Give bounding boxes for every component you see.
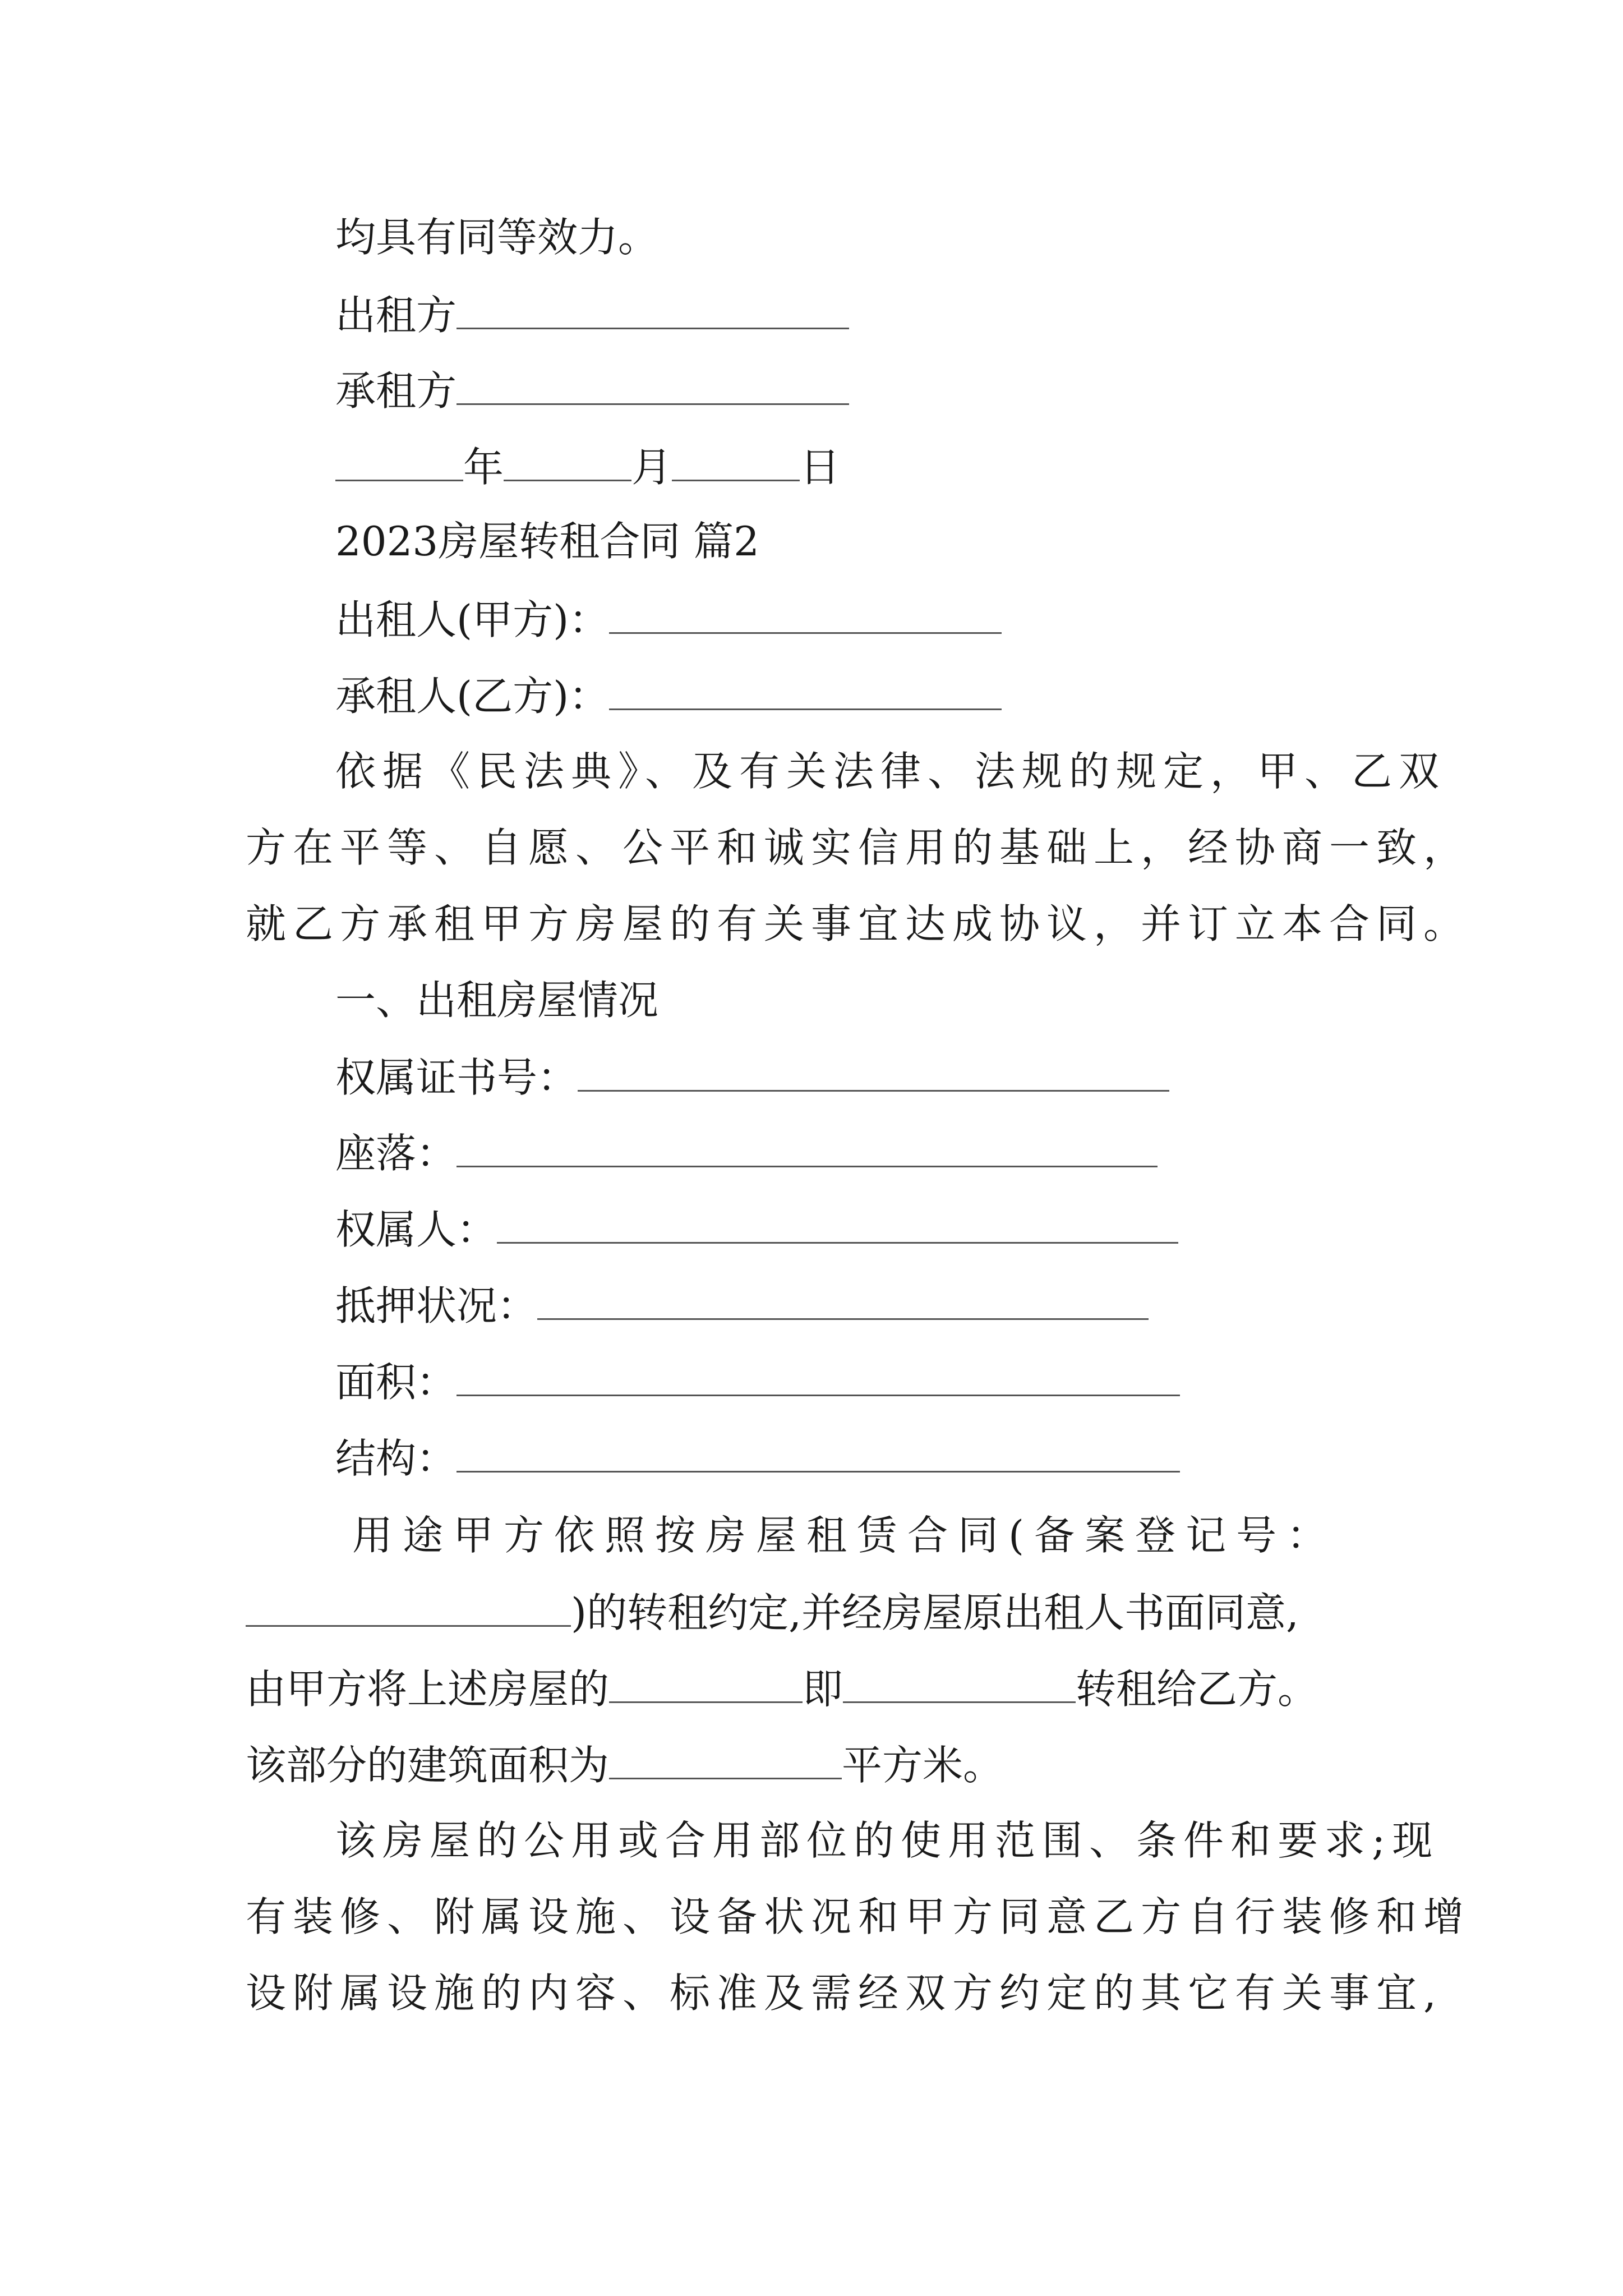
party-b-blank[interactable] [609,667,1002,710]
portion-blank[interactable] [609,1660,803,1703]
party-b-line [335,667,1002,724]
paragraph-line: 就乙方承租甲方房屋的有关事宜达成协议，并订立本合同。 [246,900,1471,947]
location-blank[interactable] [457,1124,1158,1167]
paragraph-line: 方在平等、自愿、公平和诚实信用的基础上，经协商一致， [246,824,1471,871]
location-label: 座落： [335,1130,457,1177]
lessee-blank[interactable] [457,362,849,405]
owner-line [335,1200,1178,1258]
mortgage-blank[interactable] [537,1277,1149,1320]
structure-blank[interactable] [457,1429,1180,1473]
section-title: 2023房屋转租合同 篇2 [335,518,759,565]
location-line [335,1124,1158,1181]
structure-label: 结构： [335,1435,457,1482]
usage-text: )的转租约定,并经房屋原出租人书面同意, [571,1589,1299,1636]
usage-text: 转租给乙方。 [1076,1665,1318,1713]
paragraph-line [246,1584,1299,1641]
area-blank[interactable] [457,1353,1180,1396]
mortgage-label: 抵押状况： [335,1282,538,1329]
year-blank[interactable] [335,438,463,481]
text-line: 均具有同等效力。 [335,214,659,261]
building-area-blank[interactable] [609,1736,842,1779]
lessee-label: 承租方 [335,367,457,415]
paragraph-line [246,1736,1003,1793]
paragraph-line: 有装修、附属设施、设备状况和甲方同意乙方自行装修和增 [246,1893,1471,1940]
area-label: 面积： [335,1359,457,1406]
month-blank[interactable] [504,438,631,481]
date-line [335,438,840,495]
lessee-line [335,362,849,419]
paragraph-line [246,1660,1318,1717]
lessor-blank[interactable] [457,286,849,329]
owner-label: 权属人： [335,1206,497,1253]
lessor-label: 出租方 [335,292,457,339]
month-label: 月 [631,444,672,491]
heading: 一、出租房屋情况 [335,977,659,1024]
structure-line [335,1429,1180,1487]
party-b-label: 承租人(乙方)： [335,673,610,720]
cert-no-label: 权属证书号： [335,1054,578,1101]
usage-text: 由甲方将上述房屋的 [246,1665,610,1713]
party-a-line [335,591,1002,648]
paragraph-line: 设附属设施的内容、标准及需经双方约定的其它有关事宜, [246,1970,1443,2017]
portion-desc-blank[interactable] [843,1660,1076,1703]
day-blank[interactable] [672,438,800,481]
owner-blank[interactable] [497,1200,1178,1244]
usage-text: 该部分的建筑面积为 [246,1742,610,1789]
cert-no-line [335,1048,1169,1106]
paragraph-line: 该房屋的公用或合用部位的使用范围、条件和要求;现 [335,1817,1440,1864]
paragraph-line: 用途甲方依照按房屋租赁合同(备案登记号： [352,1512,1338,1559]
day-label: 日 [800,444,841,491]
lessor-line [335,286,849,343]
mortgage-line [335,1277,1149,1334]
paragraph-line: 依据《民法典》、及有关法律、法规的规定，甲、乙双 [335,748,1446,795]
party-a-blank[interactable] [609,591,1002,634]
year-label: 年 [463,444,504,491]
usage-text: 即 [803,1665,843,1713]
cert-no-blank[interactable] [578,1048,1169,1092]
usage-text: 平方米。 [842,1742,1004,1789]
filing-no-blank[interactable] [246,1584,571,1627]
party-a-label: 出租人(甲方)： [335,596,610,643]
area-line [335,1353,1180,1410]
